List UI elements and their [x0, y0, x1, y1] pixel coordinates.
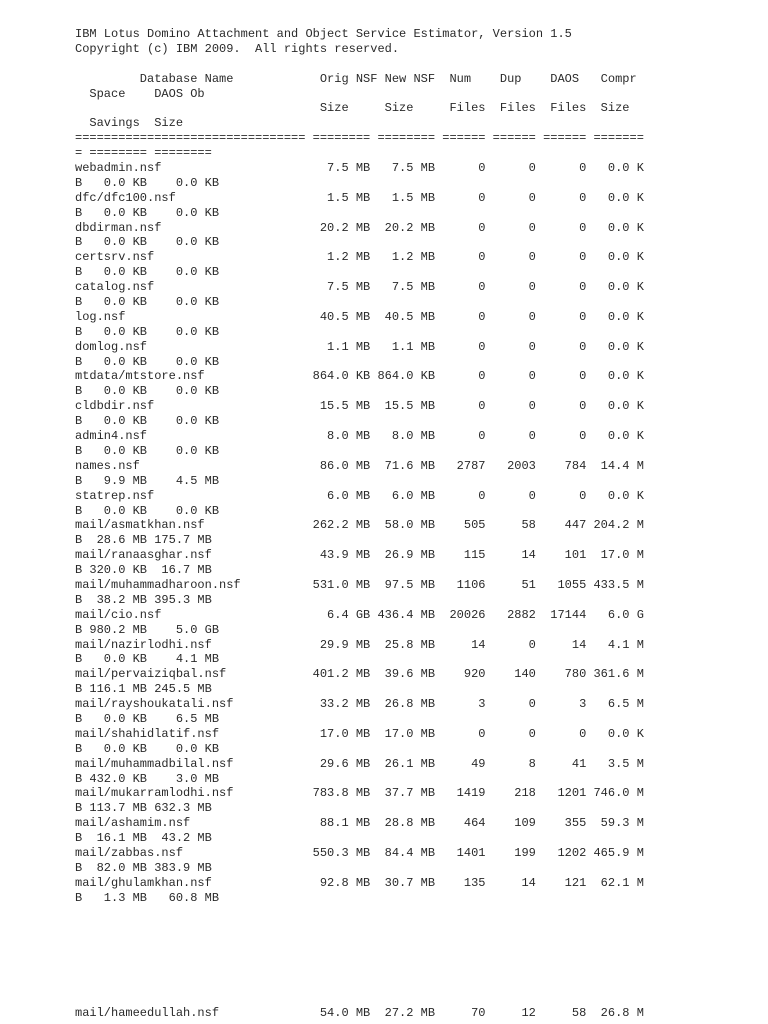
row-wrapped-line: B 116.1 MB 245.5 MB — [75, 682, 212, 697]
report-copyright: Copyright (c) IBM 2009. All rights reserved. — [75, 41, 400, 56]
table-row — [75, 161, 644, 191]
row-wrapped-line: B 16.1 MB 43.2 MB — [75, 831, 212, 846]
row-main-line: mail/ranaasghar.nsf 43.9 MB 26.9 MB 115 14 101 17.0 M — [75, 548, 644, 563]
table-row — [75, 429, 644, 459]
row-main-line: mtdata/mtstore.nsf 864.0 KB 864.0 KB 0 0 0 0.0 K — [75, 369, 644, 384]
table-row — [75, 578, 644, 608]
column-header-line: = ======== ======== — [75, 146, 212, 161]
table-row — [75, 697, 644, 727]
row-main-line: mail/zabbas.nsf 550.3 MB 84.4 MB 1401 199 1202 465.9 M — [75, 845, 644, 860]
row-main-line: domlog.nsf 1.1 MB 1.1 MB 0 0 0 0.0 K — [75, 339, 644, 354]
row-wrapped-line: B 432.0 KB 3.0 MB — [75, 771, 220, 786]
row-main-line: mail/pervaiziqbal.nsf 401.2 MB 39.6 MB 920 140 780 361.6 M — [75, 667, 644, 682]
column-header-line: Database Name Orig NSF New NSF Num Dup DAOS Compr — [75, 71, 637, 86]
row-main-line: mail/muhammadbilal.nsf 29.6 MB 26.1 MB 49 8 41 3.5 M — [75, 756, 644, 771]
row-main-line: mail/ashamim.nsf 88.1 MB 28.8 MB 464 109 355 59.3 M — [75, 816, 644, 831]
row-wrapped-line: B 113.7 MB 632.3 MB — [75, 801, 212, 816]
row-wrapped-line: B 0.0 KB 0.0 KB — [75, 175, 220, 190]
column-header-block — [75, 72, 644, 161]
row-main-line: dbdirman.nsf 20.2 MB 20.2 MB 0 0 0 0.0 K — [75, 220, 644, 235]
row-wrapped-line: B 82.0 MB 383.9 MB — [75, 860, 212, 875]
table-row — [75, 459, 644, 489]
row-main-line: log.nsf 40.5 MB 40.5 MB 0 0 0 0.0 K — [75, 309, 644, 324]
row-main-line: mail/asmatkhan.nsf 262.2 MB 58.0 MB 505 58 447 204.2 M — [75, 518, 644, 533]
row-wrapped-line: B 320.0 KB 16.7 MB — [75, 563, 212, 578]
table-row — [75, 191, 644, 221]
table-row — [75, 638, 644, 668]
table-row — [75, 221, 644, 251]
row-main-line: webadmin.nsf 7.5 MB 7.5 MB 0 0 0 0.0 K — [75, 161, 644, 176]
row-main-line: mail/nazirlodhi.nsf 29.9 MB 25.8 MB 14 0 14 4.1 M — [75, 637, 644, 652]
row-wrapped-line: B 0.0 KB 0.0 KB — [75, 265, 220, 280]
row-wrapped-line: B 0.0 KB 0.0 KB — [75, 384, 220, 399]
table-row — [75, 280, 644, 310]
row-wrapped-line: B 0.0 KB 0.0 KB — [75, 205, 220, 220]
row-main-line: mail/cio.nsf 6.4 GB 436.4 MB 20026 2882 17144 6.0 G — [75, 607, 644, 622]
row-main-line: mail/muhammadharoon.nsf 531.0 MB 97.5 MB 1106 51 1055 433.5 M — [75, 577, 644, 592]
table-row — [75, 340, 644, 370]
row-wrapped-line: B 0.0 KB 0.0 KB — [75, 324, 220, 339]
table-row: mail/hameedullah.nsf 54.0 MB 27.2 MB 70 12 58 26.8 M — [75, 1006, 644, 1020]
row-main-line: dfc/dfc100.nsf 1.5 MB 1.5 MB 0 0 0 0.0 K — [75, 190, 644, 205]
row-wrapped-line: B 0.0 KB 0.0 KB — [75, 295, 220, 310]
table-row — [75, 786, 644, 816]
table-row — [75, 310, 644, 340]
table-row — [75, 608, 644, 638]
table-row — [75, 727, 644, 757]
row-wrapped-line: B 0.0 KB 6.5 MB — [75, 711, 220, 726]
table-row — [75, 846, 644, 876]
row-main-line: mail/rayshoukatali.nsf 33.2 MB 26.8 MB 3 0 3 6.5 M — [75, 697, 644, 712]
row-wrapped-line: B 0.0 KB 0.0 KB — [75, 354, 220, 369]
table-row — [75, 399, 644, 429]
row-wrapped-line: B 0.0 KB 4.1 MB — [75, 652, 220, 667]
table-row — [75, 369, 644, 399]
table-row — [75, 816, 644, 846]
column-header-line: Space DAOS Ob — [75, 86, 205, 101]
row-wrapped-line: B 0.0 KB 0.0 KB — [75, 503, 220, 518]
row-main-line: statrep.nsf 6.0 MB 6.0 MB 0 0 0 0.0 K — [75, 488, 644, 503]
row-main-line: certsrv.nsf 1.2 MB 1.2 MB 0 0 0 0.0 K — [75, 250, 644, 265]
row-wrapped-line: B 0.0 KB 0.0 KB — [75, 235, 220, 250]
row-wrapped-line: B 28.6 MB 175.7 MB — [75, 533, 212, 548]
column-header-line: Savings Size — [75, 116, 184, 131]
table-row — [75, 876, 644, 906]
table-row — [75, 250, 644, 280]
table-row — [75, 489, 644, 519]
table-row — [75, 518, 644, 548]
row-main-line: admin4.nsf 8.0 MB 8.0 MB 0 0 0 0.0 K — [75, 429, 644, 444]
row-wrapped-line: B 0.0 KB 0.0 KB — [75, 741, 220, 756]
table-row — [75, 757, 644, 787]
database-rows — [75, 161, 644, 906]
blank-line — [75, 57, 644, 72]
report-title: IBM Lotus Domino Attachment and Object Service Estimator, Version 1.5 — [75, 27, 572, 41]
column-header-line: ================================ ======== ======== ====== ====== ====== ======= — [75, 131, 644, 146]
row-wrapped-line: B 9.9 MB 4.5 MB — [75, 473, 220, 488]
table-row — [75, 548, 644, 578]
row-main-line: names.nsf 86.0 MB 71.6 MB 2787 2003 784 14.4 M — [75, 458, 644, 473]
row-wrapped-line: B 0.0 KB 0.0 KB — [75, 443, 220, 458]
row-wrapped-line: B 980.2 MB 5.0 GB — [75, 622, 220, 637]
row-wrapped-line: B 38.2 MB 395.3 MB — [75, 592, 212, 607]
next-page-row — [75, 1006, 644, 1021]
column-header-line: Size Size Files Files Files Size — [75, 101, 630, 116]
row-main-line: cldbdir.nsf 15.5 MB 15.5 MB 0 0 0 0.0 K — [75, 399, 644, 414]
estimator-report — [75, 27, 644, 906]
row-main-line: mail/ghulamkhan.nsf 92.8 MB 30.7 MB 135 14 121 62.1 M — [75, 875, 644, 890]
row-wrapped-line: B 1.3 MB 60.8 MB — [75, 890, 220, 905]
row-main-line: mail/shahidlatif.nsf 17.0 MB 17.0 MB 0 0 0 0.0 K — [75, 726, 644, 741]
row-wrapped-line: B 0.0 KB 0.0 KB — [75, 414, 220, 429]
row-main-line: mail/mukarramlodhi.nsf 783.8 MB 37.7 MB 1419 218 1201 746.0 M — [75, 786, 644, 801]
table-row — [75, 667, 644, 697]
row-main-line: catalog.nsf 7.5 MB 7.5 MB 0 0 0 0.0 K — [75, 280, 644, 295]
